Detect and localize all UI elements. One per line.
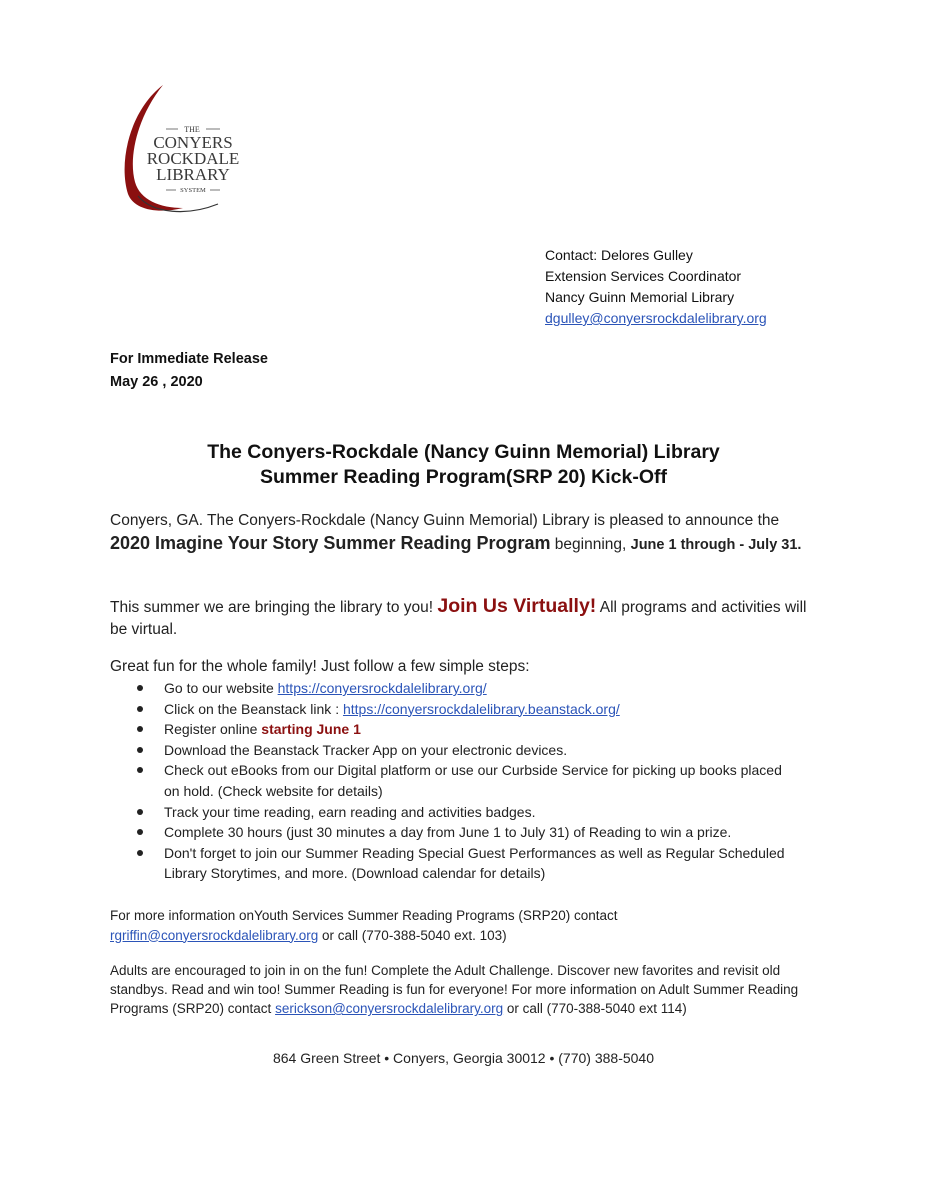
step-3-text: Register online xyxy=(164,721,262,738)
logo-library: LIBRARY xyxy=(156,165,230,184)
bullet-icon xyxy=(137,809,143,815)
contact-title: Extension Services Coordinator xyxy=(545,268,742,284)
virtual-text-2: All programs and activities will be virtual. xyxy=(110,599,807,638)
intro-paragraph xyxy=(110,510,820,556)
bullet-icon xyxy=(137,726,143,732)
step-6-text: Track your time reading, earn reading and activities badges. xyxy=(164,803,536,820)
logo-rockdale: ROCKDALE xyxy=(146,149,240,168)
contact-block xyxy=(545,245,767,329)
list-item xyxy=(135,719,795,740)
bullet-icon xyxy=(137,829,143,835)
intro-dates: June 1 through - July 31. xyxy=(630,537,802,553)
release-block xyxy=(110,348,268,394)
website-link[interactable]: https://conyersrockdalelibrary.org/ xyxy=(277,680,487,696)
list-item xyxy=(135,678,795,699)
youth-text-2: or call (770-388-5040 ext. 103) xyxy=(318,927,507,943)
step-5-text: Check out eBooks from our Digital platform or use our Curbside Service for picking up books placed on hold. (Check website for details) xyxy=(164,762,782,799)
title-line-2: Summer Reading Program(SRP 20) Kick-Off xyxy=(259,466,668,488)
bullet-icon xyxy=(137,747,143,753)
list-item xyxy=(135,843,795,884)
virtual-text-1: This summer we are bringing the library to you! xyxy=(110,599,438,616)
step-8-text: Don't forget to join our Summer Reading Special Guest Performances as well as Regular Scheduled Library Storytimes, and more. (Download calendar for details) xyxy=(164,844,785,882)
adults-text-2: or call (770-388-5040 ext 114) xyxy=(503,1001,687,1016)
virtual-paragraph xyxy=(110,595,810,641)
step-7-text: Complete 30 hours (just 30 minutes a day from June 1 to July 31) of Reading to win a prize. xyxy=(164,824,732,841)
steps-intro: Great fun for the whole family! Just follow a few simple steps: xyxy=(110,658,530,675)
footer-address: 864 Green Street • Conyers, Georgia 30012 • (770) 388-5040 xyxy=(272,1050,655,1066)
bullet-icon xyxy=(137,850,143,856)
logo-system: SYSTEM xyxy=(180,187,206,194)
steps-list xyxy=(135,678,795,884)
bullet-icon xyxy=(137,685,143,691)
release-label: For Immediate Release xyxy=(110,351,268,367)
logo-the: THE xyxy=(184,125,200,134)
intro-text-2: beginning, xyxy=(550,536,631,553)
contact-email-link[interactable]: dgulley@conyersrockdalelibrary.org xyxy=(545,310,767,326)
logo-swoosh-icon xyxy=(108,82,258,217)
document-title xyxy=(0,440,927,490)
step-2-text: Click on the Beanstack link : xyxy=(164,700,343,717)
adults-paragraph xyxy=(110,961,810,1018)
list-item xyxy=(135,699,795,720)
library-logo xyxy=(108,82,258,217)
release-date: May 26 , 2020 xyxy=(110,374,203,390)
adults-text-1: Adults are encouraged to join in on the fun! Complete the Adult Challenge. Discover new favorites and revisit old standbys. Read and win too! Summer Reading is fun for everyone! For more information on Adult Summer Reading Programs (SRP20) contact xyxy=(110,963,799,1016)
bullet-icon xyxy=(137,767,143,773)
step-1-text: Go to our website xyxy=(164,680,278,696)
youth-services-paragraph xyxy=(110,906,810,945)
bullet-icon xyxy=(137,706,143,712)
list-item xyxy=(135,822,795,843)
list-item xyxy=(135,740,795,761)
youth-text-1: For more information onYouth Services Summer Reading Programs (SRP20) contact xyxy=(110,908,618,923)
list-item xyxy=(135,760,795,801)
intro-program-name: 2020 Imagine Your Story Summer Reading Program xyxy=(110,533,551,553)
beanstack-link[interactable]: https://conyersrockdalelibrary.beanstack.org/ xyxy=(342,700,620,717)
list-item xyxy=(135,802,795,823)
intro-text-1: Conyers, GA. The Conyers-Rockdale (Nancy Guinn Memorial) Library is pleased to announce the xyxy=(110,512,780,529)
join-virtually-highlight: Join Us Virtually! xyxy=(437,595,597,617)
starting-date-highlight: starting June 1 xyxy=(261,721,361,738)
youth-email-link[interactable]: rgriffin@conyersrockdalelibrary.org xyxy=(110,927,319,943)
title-line-1: The Conyers-Rockdale (Nancy Guinn Memorial) Library xyxy=(207,441,720,463)
step-4-text: Download the Beanstack Tracker App on your electronic devices. xyxy=(164,741,568,758)
adults-email-link[interactable]: serickson@conyersrockdalelibrary.org xyxy=(275,1001,504,1016)
contact-name: Contact: Delores Gulley xyxy=(545,247,693,263)
logo-conyers: CONYERS xyxy=(153,133,233,152)
contact-library: Nancy Guinn Memorial Library xyxy=(545,289,735,305)
